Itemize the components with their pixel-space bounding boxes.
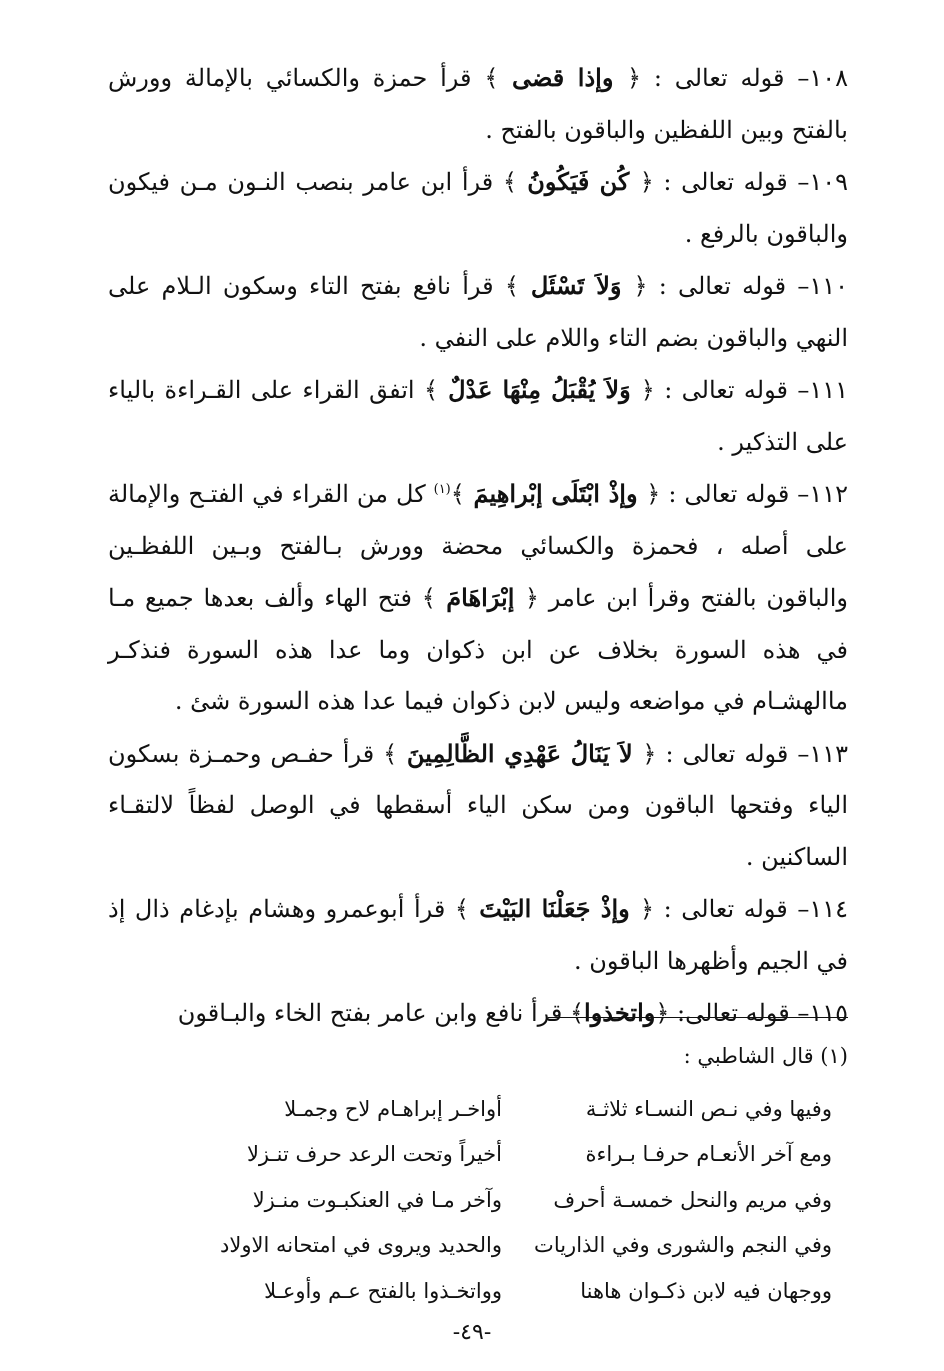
verse-second-hemistich: أواخـر إبراهـام لاح وجمـلا bbox=[284, 1096, 502, 1121]
quranic-quote: وَلاَ يُقْبَلُ مِنْهَا عَدْلٌ bbox=[438, 375, 641, 404]
entry-number: ١١٢ bbox=[809, 480, 848, 508]
main-text bbox=[108, 52, 848, 1040]
verse-line bbox=[232, 1268, 832, 1314]
entry-108: ١٠٨– قوله تعالى : ﴿ وإذا قضى ﴾ قرأ حمزة والكسائي بالإمالة وورش بالفتح وبين اللفظين والباقون بالفتح . bbox=[108, 63, 848, 144]
footnote-verses bbox=[220, 1086, 832, 1314]
entry-number: ١١٤ bbox=[809, 895, 849, 923]
quranic-quote: وإذْ جَعَلْنَا البَيْتَ bbox=[468, 894, 641, 923]
entry-number: ١١١ bbox=[809, 376, 848, 404]
verse-second-hemistich: والحديد ويروى في امتحانه الاولاد bbox=[220, 1233, 502, 1258]
entry-115: ١١٥– قوله تعالى: ﴿واتخذوا﴾ قرأ نافع وابن عامر بفتح الخاء والبـاقون bbox=[177, 998, 848, 1027]
entry-number: ١٠٨ bbox=[809, 64, 848, 92]
quranic-quote: لاَ يَنَالُ عَهْدِي الظَّالِمِينَ bbox=[397, 738, 643, 768]
entry-113: ١١٣– قوله تعالى : ﴿ لاَ يَنَالُ عَهْدِي الظَّالِمِينَ ﴾ قرأ حفـص وحمـزة بسكون الياء وفتحها الباقون ومن سكن الياء أسقطها في الوصل لفظاً لالتقـاء الساكنين . bbox=[108, 738, 848, 871]
entry-114: ١١٤– قوله تعالى : ﴿ وإذْ جَعَلْنَا البَيْتَ ﴾ قرأ أبوعمرو وهشام بإدغام ذال إذ في الجيم وأظهرها الباقون . bbox=[108, 894, 849, 975]
quranic-quote: واتخذوا bbox=[584, 998, 656, 1027]
verse-second-hemistich: أخيراً وتحت الرعد حرف تنـزلا bbox=[246, 1142, 502, 1167]
verse-line bbox=[232, 1132, 832, 1178]
entry-number: ١١٥ bbox=[809, 999, 848, 1027]
entry-111: ١١١– قوله تعالى : ﴿ وَلاَ يُقْبَلُ مِنْهَا عَدْلٌ ﴾ اتفق القراء على القـراءة بالياء على التذكير . bbox=[108, 375, 848, 456]
page-number: -٤٩- bbox=[452, 1320, 492, 1345]
verse-line bbox=[232, 1086, 832, 1132]
verse-line bbox=[220, 1223, 832, 1269]
footnote-intro: (١) قال الشاطبي : bbox=[683, 1044, 848, 1068]
entry-number: ١١٠ bbox=[809, 272, 848, 300]
quranic-quote: إبْرَاهَامَ bbox=[435, 583, 525, 612]
quranic-quote: وإذْ ابْتَلَى إبْراهِيمَ bbox=[464, 479, 647, 508]
entry-109: ١٠٩– قوله تعالى : ﴿ كُن فَيَكُونُ ﴾ قرأ ابن عامر بنصب النـون مـن فيكون والباقون بالرفع . bbox=[108, 167, 849, 248]
verse-first-hemistich: ومع آخر الأنعـام حرفـا بـراءة bbox=[585, 1142, 832, 1167]
verse-second-hemistich: وواتخـذوا بالفتح عـم وأوعـلا bbox=[264, 1278, 502, 1303]
footnote-mark: (١) bbox=[433, 482, 451, 497]
quranic-quote: وإذا قضى bbox=[498, 63, 627, 92]
quranic-quote: وَلاَ تَسْئَل bbox=[518, 271, 634, 300]
entry-number: ١١٣ bbox=[809, 739, 848, 768]
verse-first-hemistich: وفي النجم والشورى وفي الذاريات bbox=[534, 1233, 832, 1258]
verse-line bbox=[232, 1177, 832, 1223]
verse-first-hemistich: وفي مريم والنحل خمسـة أحرف bbox=[553, 1187, 832, 1212]
verse-second-hemistich: وآخر مـا في العنكبـوت منـزلا bbox=[252, 1187, 502, 1212]
verse-first-hemistich: وفيها وفي نـص النسـاء ثلاثـة bbox=[585, 1096, 832, 1121]
entry-110: ١١٠– قوله تعالى : ﴿ وَلاَ تَسْئَل ﴾ قرأ نافع بفتح التاء وسكون الـلام على النهي والباقون بضم التاء واللام على النفي . bbox=[108, 271, 848, 352]
verse-first-hemistich: ووجهان فيه لابن ذكـوان هاهنا bbox=[580, 1278, 832, 1303]
entry-112: ١١٢– قوله تعالى : ﴿ وإذْ ابْتَلَى إبْراهِيمَ ﴾$^{(١)}$ كل من القراء في الفتـح والإمالة على أصله ، فحمزة والكسائي محضة وورش بـالفتح وبـين اللفظـين والباقون بالفتح وقرأ ابن عامر ﴿ إبْرَاهَامَ ﴾ فتح الهاء وألف بعدها جميع مـا في هذه السورة بخلاف عن ابن ذكوان وما عدا هذه السورة فنذكـر ماالهشـام في مواضعه وليس لابن ذكوان فيما عدا هذه السورة شئ . bbox=[108, 479, 848, 715]
quranic-quote: كُن فَيَكُونُ bbox=[516, 167, 640, 196]
entry-number: ١٠٩ bbox=[809, 168, 849, 196]
footnote-divider bbox=[548, 1017, 848, 1018]
